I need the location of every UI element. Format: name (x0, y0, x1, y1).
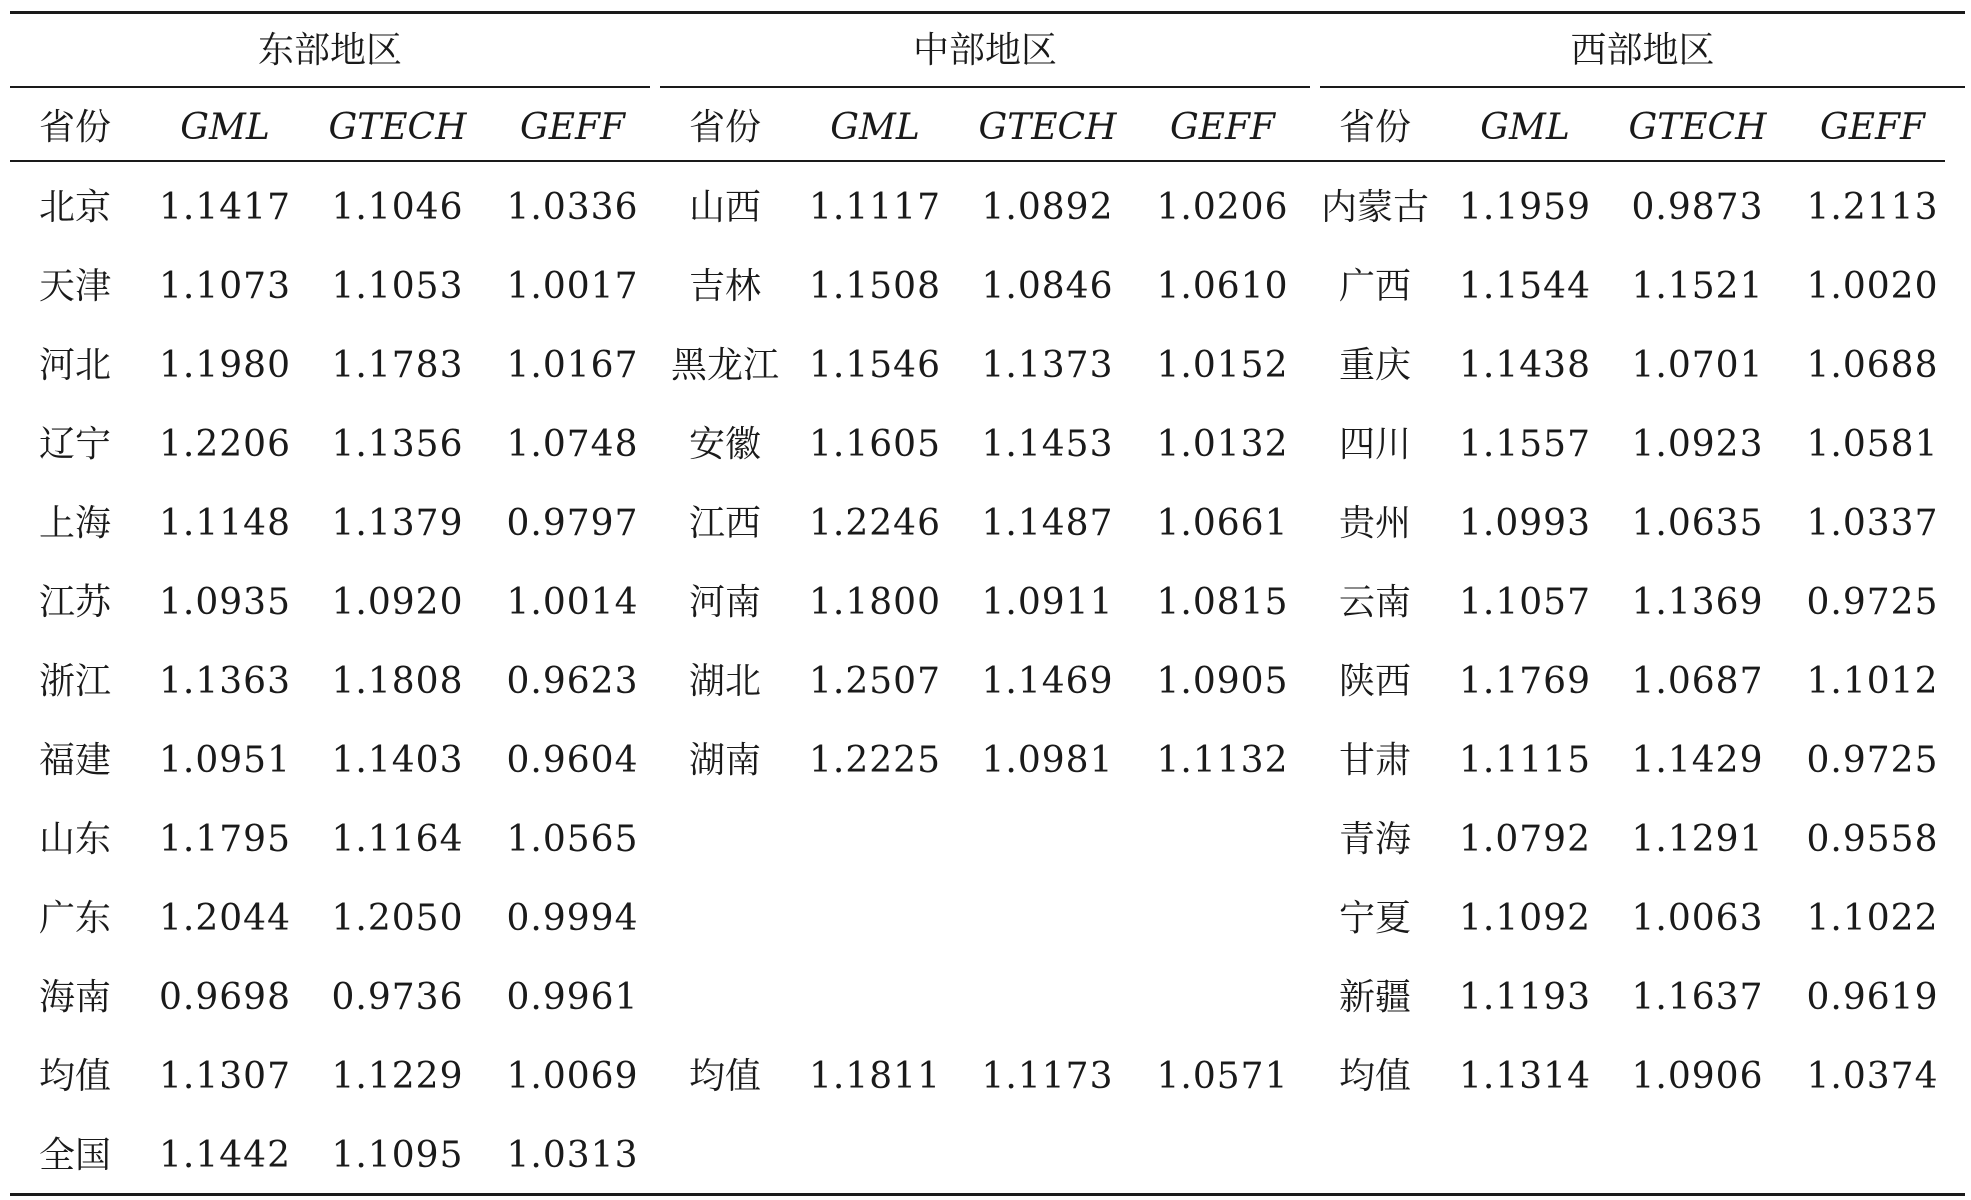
cell-gml-central (790, 884, 960, 954)
cell-gtech-central: 1.1453 (981, 424, 1114, 465)
cell-gtech-west: 1.0906 (1631, 1056, 1764, 1097)
cell-province-central: 黑龙江 (670, 345, 779, 386)
cell-gml-west (1440, 1121, 1610, 1191)
cell-province-west: 青海 (1338, 819, 1411, 860)
cell-gml-central: 1.1800 (809, 582, 941, 623)
cell-gtech-east: 1.1053 (331, 266, 464, 307)
cell-gml-east: 1.2206 (159, 424, 291, 465)
cell-gtech-central: 1.0911 (981, 582, 1114, 623)
cell-gtech-east: 1.1356 (331, 424, 464, 465)
header-gtech-central: GTECH (978, 107, 1117, 148)
cell-geff-east: 1.0748 (506, 424, 639, 465)
table-row (10, 331, 1965, 401)
cell-geff-central: 1.0206 (1156, 187, 1289, 228)
column-header-row (10, 93, 1965, 163)
cell-gml-west: 1.1438 (1459, 345, 1591, 386)
cell-province-east: 北京 (38, 187, 111, 228)
cell-province-east: 江苏 (38, 582, 111, 623)
gml-decomposition-table (10, 8, 1965, 1198)
cell-geff-east: 0.9994 (506, 898, 639, 939)
cell-gml-west: 1.0792 (1459, 819, 1591, 860)
cell-geff-west: 1.1012 (1806, 661, 1939, 702)
cell-gtech-central (960, 884, 1135, 954)
cell-province-central: 安徽 (688, 424, 761, 465)
cell-geff-west: 1.0581 (1806, 424, 1939, 465)
cell-gtech-east: 0.9736 (331, 977, 464, 1018)
table-row (10, 1042, 1965, 1112)
cell-geff-central: 1.0610 (1156, 266, 1289, 307)
cell-geff-central: 1.0132 (1156, 424, 1289, 465)
header-geff-west: GEFF (1820, 107, 1925, 148)
cell-gtech-east: 1.1046 (331, 187, 464, 228)
cell-gtech-west: 1.0063 (1631, 898, 1764, 939)
cell-geff-west: 0.9619 (1806, 977, 1939, 1018)
cell-gml-west: 1.1314 (1459, 1056, 1591, 1097)
cell-province-east: 河北 (38, 345, 111, 386)
group-rule-central (660, 86, 1310, 88)
cell-gml-west: 1.1959 (1459, 187, 1591, 228)
cell-province-east: 均值 (38, 1056, 111, 1097)
cell-gtech-east: 1.0920 (331, 582, 464, 623)
table-row (10, 805, 1965, 875)
cell-province-west (1310, 1121, 1440, 1191)
cell-geff-east: 1.0069 (506, 1056, 639, 1097)
cell-geff-central: 1.0571 (1156, 1056, 1289, 1097)
cell-gtech-east: 1.1783 (331, 345, 464, 386)
cell-province-central: 湖南 (688, 740, 761, 781)
cell-geff-east: 1.0014 (506, 582, 639, 623)
cell-gml-east: 1.1980 (159, 345, 291, 386)
cell-gtech-east: 1.2050 (331, 898, 464, 939)
cell-gtech-east: 1.1403 (331, 740, 464, 781)
cell-province-west: 陕西 (1338, 661, 1411, 702)
cell-gml-central: 1.1605 (809, 424, 941, 465)
cell-gtech-central (960, 963, 1135, 1033)
cell-province-west: 广西 (1338, 266, 1411, 307)
cell-province-east: 海南 (38, 977, 111, 1018)
cell-gml-east: 1.1795 (159, 819, 291, 860)
cell-gtech-east: 1.1808 (331, 661, 464, 702)
cell-province-east: 天津 (38, 266, 111, 307)
cell-gtech-central: 1.1173 (981, 1056, 1114, 1097)
cell-geff-east: 0.9797 (506, 503, 639, 544)
cell-province-central: 吉林 (688, 266, 761, 307)
header-province-west: 省份 (1338, 107, 1411, 148)
cell-province-west: 甘肃 (1338, 740, 1411, 781)
cell-geff-central (1135, 884, 1310, 954)
cell-gtech-west: 1.1369 (1631, 582, 1764, 623)
cell-geff-central: 1.0815 (1156, 582, 1289, 623)
cell-gtech-west: 1.1291 (1631, 819, 1764, 860)
cell-province-west: 四川 (1338, 424, 1411, 465)
cell-geff-west: 1.0374 (1806, 1056, 1939, 1097)
cell-gtech-east: 1.1229 (331, 1056, 464, 1097)
cell-gml-east: 1.1363 (159, 661, 291, 702)
cell-geff-east: 1.0167 (506, 345, 639, 386)
cell-gml-west: 1.1557 (1459, 424, 1591, 465)
group-title-central: 中部地区 (912, 30, 1057, 71)
group-rule-west (1320, 86, 1965, 88)
cell-province-central: 均值 (688, 1056, 761, 1097)
cell-gml-west: 1.1544 (1459, 266, 1591, 307)
cell-geff-west: 1.1022 (1806, 898, 1939, 939)
cell-province-west: 重庆 (1338, 345, 1411, 386)
cell-gtech-central: 1.0892 (981, 187, 1114, 228)
cell-geff-west (1785, 1121, 1960, 1191)
cell-gtech-west: 1.1637 (1631, 977, 1764, 1018)
cell-gtech-central: 1.1469 (981, 661, 1114, 702)
cell-gml-central: 1.2225 (809, 740, 941, 781)
cell-geff-east: 1.0565 (506, 819, 639, 860)
bottom-rule (10, 1193, 1965, 1196)
cell-province-central (660, 805, 790, 875)
header-gtech-west: GTECH (1628, 107, 1767, 148)
cell-gml-central (790, 1121, 960, 1191)
cell-gtech-central: 1.1373 (981, 345, 1114, 386)
cell-province-central: 江西 (688, 503, 761, 544)
header-gml-west: GML (1480, 107, 1570, 148)
cell-gml-east: 1.1417 (159, 187, 291, 228)
cell-gml-central (790, 805, 960, 875)
cell-province-east: 辽宁 (38, 424, 111, 465)
cell-province-east: 广东 (38, 898, 111, 939)
table-row (10, 884, 1965, 954)
cell-province-central (660, 963, 790, 1033)
cell-gml-central: 1.1811 (809, 1056, 941, 1097)
group-title-west: 西部地区 (1570, 30, 1715, 71)
cell-gml-east: 0.9698 (159, 977, 291, 1018)
cell-gml-central: 1.1117 (809, 187, 941, 228)
cell-gml-east: 1.1307 (159, 1056, 291, 1097)
cell-gtech-central (960, 805, 1135, 875)
group-title-east: 东部地区 (257, 30, 402, 71)
cell-gtech-east: 1.1379 (331, 503, 464, 544)
table-row (10, 410, 1965, 480)
cell-gml-east: 1.0935 (159, 582, 291, 623)
cell-geff-central: 1.1132 (1156, 740, 1289, 781)
cell-geff-west: 0.9725 (1806, 740, 1939, 781)
cell-geff-east: 0.9623 (506, 661, 639, 702)
cell-geff-central (1135, 805, 1310, 875)
cell-province-east: 全国 (38, 1135, 111, 1176)
cell-province-west: 新疆 (1338, 977, 1411, 1018)
cell-geff-west: 1.0688 (1806, 345, 1939, 386)
cell-gml-central: 1.2246 (809, 503, 941, 544)
top-rule (10, 11, 1965, 14)
cell-gtech-west: 0.9873 (1631, 187, 1764, 228)
cell-geff-central: 1.0905 (1156, 661, 1289, 702)
cell-gtech-west: 1.0701 (1631, 345, 1764, 386)
cell-gml-central: 1.2507 (809, 661, 941, 702)
header-gtech-east: GTECH (328, 107, 467, 148)
cell-province-east: 上海 (38, 503, 111, 544)
cell-province-east: 山东 (38, 819, 111, 860)
cell-province-east: 浙江 (38, 661, 111, 702)
cell-gml-west: 1.1092 (1459, 898, 1591, 939)
cell-gtech-west: 1.0923 (1631, 424, 1764, 465)
cell-gtech-central (960, 1121, 1135, 1191)
cell-geff-west: 1.0020 (1806, 266, 1939, 307)
cell-province-central (660, 884, 790, 954)
cell-gtech-west: 1.0687 (1631, 661, 1764, 702)
cell-geff-central (1135, 963, 1310, 1033)
cell-geff-east: 1.0017 (506, 266, 639, 307)
table-row (10, 489, 1965, 559)
table-row (10, 173, 1965, 243)
table-row (10, 568, 1965, 638)
cell-geff-central: 1.0661 (1156, 503, 1289, 544)
cell-gtech-central: 1.1487 (981, 503, 1114, 544)
header-geff-east: GEFF (520, 107, 625, 148)
cell-province-west: 云南 (1338, 582, 1411, 623)
cell-gtech-west: 1.1429 (1631, 740, 1764, 781)
cell-gtech-west (1610, 1121, 1785, 1191)
table-row (10, 963, 1965, 1033)
table-row (10, 726, 1965, 796)
cell-gml-west: 1.0993 (1459, 503, 1591, 544)
cell-gml-east: 1.1073 (159, 266, 291, 307)
cell-geff-east: 1.0313 (506, 1135, 639, 1176)
cell-gml-west: 1.1769 (1459, 661, 1591, 702)
cell-gml-west: 1.1057 (1459, 582, 1591, 623)
cell-gml-west: 1.1193 (1459, 977, 1591, 1018)
cell-gtech-central: 1.0846 (981, 266, 1114, 307)
cell-gtech-central: 1.0981 (981, 740, 1114, 781)
cell-gml-east: 1.1442 (159, 1135, 291, 1176)
cell-province-west: 贵州 (1338, 503, 1411, 544)
cell-geff-east: 1.0336 (506, 187, 639, 228)
header-gml-east: GML (180, 107, 270, 148)
cell-geff-central: 1.0152 (1156, 345, 1289, 386)
cell-gml-central: 1.1546 (809, 345, 941, 386)
cell-province-west: 均值 (1338, 1056, 1411, 1097)
cell-gml-central (790, 963, 960, 1033)
table-row (10, 647, 1965, 717)
group-rule-east (10, 86, 650, 88)
cell-geff-west: 0.9725 (1806, 582, 1939, 623)
cell-gtech-west: 1.1521 (1631, 266, 1764, 307)
cell-gml-east: 1.1148 (159, 503, 291, 544)
cell-gml-east: 1.0951 (159, 740, 291, 781)
cell-province-central: 湖北 (688, 661, 761, 702)
cell-gml-east: 1.2044 (159, 898, 291, 939)
cell-gml-west: 1.1115 (1459, 740, 1591, 781)
cell-province-west: 宁夏 (1338, 898, 1411, 939)
header-rule (10, 160, 1945, 162)
cell-geff-west: 1.0337 (1806, 503, 1939, 544)
cell-province-central (660, 1121, 790, 1191)
header-gml-central: GML (830, 107, 920, 148)
cell-geff-east: 0.9961 (506, 977, 639, 1018)
cell-geff-east: 0.9604 (506, 740, 639, 781)
cell-geff-west: 0.9558 (1806, 819, 1939, 860)
cell-province-central: 河南 (688, 582, 761, 623)
cell-province-west: 内蒙古 (1320, 187, 1429, 228)
table-row (10, 1121, 1965, 1191)
cell-gml-central: 1.1508 (809, 266, 941, 307)
cell-gtech-west: 1.0635 (1631, 503, 1764, 544)
table-row (10, 252, 1965, 322)
cell-gtech-east: 1.1164 (331, 819, 464, 860)
cell-gtech-east: 1.1095 (331, 1135, 464, 1176)
cell-province-central: 山西 (688, 187, 761, 228)
cell-geff-central (1135, 1121, 1310, 1191)
header-province-east: 省份 (38, 107, 111, 148)
cell-province-east: 福建 (38, 740, 111, 781)
cell-geff-west: 1.2113 (1806, 187, 1939, 228)
header-province-central: 省份 (688, 107, 761, 148)
header-geff-central: GEFF (1170, 107, 1275, 148)
